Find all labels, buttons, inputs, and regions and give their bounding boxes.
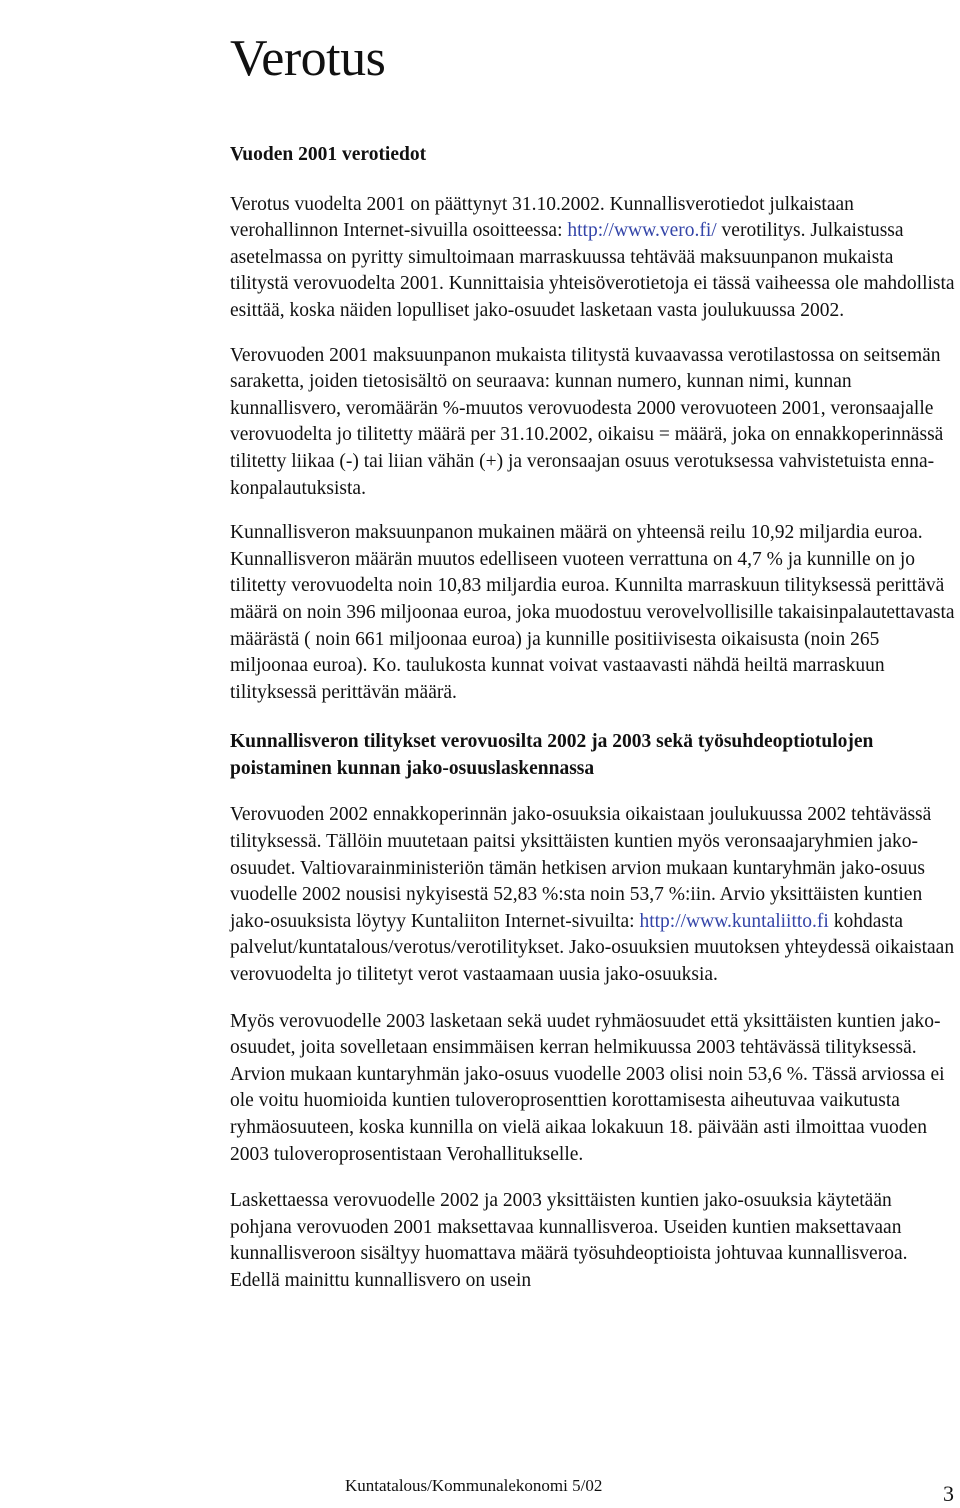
- section-heading-verotiedot: Vuoden 2001 verotiedot: [230, 144, 427, 165]
- section-heading-tilitykset: Kunnallisveron tilitykset verovuosilta 2002 ja 2003 sekä työsuhdeoptiotulojen poistaminen kunnan jako-osuuslaskennassa: [230, 731, 874, 779]
- paragraph-ennakkoperinta-text-a: Verovuoden 2002 ennakkoperinnän jako-osuuksia oikaistaan joulukuussa 2002 tehtävässä tilityksessä. Tällöin muutetaan paitsi yksittäisten kuntien myös veronsaajaryhmien jako-osuudet. Valtiovarainministeriön tämän hetkisen arvion mukaan kuntaryhmän jako-osuus vuodelle 2002 nousisi nykyisestä 52,83 %:sta noin 53,7 %:iin. Arvio yksittäisten kuntien jako-osuuksista löytyy Kuntaliiton Internet-sivuilta:: [230, 804, 932, 932]
- paragraph-intro-text-b: verotilitys. Julkaistussa asetelmassa on pyritty simultoimaan marraskuussa tehtävää maksuunpanon mukaista tilitystä verovuodelta 2001. Kunnittaisia yhteisöverotietoja ei tässä vaiheessa ole mahdollista esittää, koska näiden lopulliset jako-osuudet lasketaan vasta joulukuussa 2002.: [230, 220, 955, 321]
- paragraph-maksuunpano: Kunnallisveron maksuunpanon mukainen määrä on yhteensä reilu 10,92 miljardia euroa. Kunnallisveron määrän muutos edelliseen vuoteen verrattuna on 4,7 % ja kunnille on jo tilitetty verovuodelta noin 10,83 miljardia euroa. Kunnilta marraskuun tilityksessä perittävä määrä on noin 396 miljoonaa euroa, joka muodostuu verovelvollisille takaisinpalautettavasta määrästä ( noin 661 miljoonaa euroa) ja kunnille positiivisesta oikaisusta (noin 265 miljoonaa euroa). Ko. taulukosta kunnat voivat vastaavasti nähdä heiltä marraskuun tilityksessä perittävän määrä.: [230, 522, 955, 703]
- paragraph-intro: [230, 192, 955, 325]
- paragraph-verovuosi-2003: Myös verovuodelle 2003 lasketaan sekä uudet ryhmäosuudet että yksittäisten kuntien jako-osuudet, joita sovelletaan ensimmäisen kerran helmikuussa 2003 tehtävässä tilityksessä. Arvion mukaan kuntaryhmän jako-osuus vuodelle 2003 olisi noin 53,6 %. Tässä arviossa ei ole voitu huomioida kuntien tuloveroprosenttien korottamisesta aiheutuvaa vaikutusta ryhmäosuuteen, koska kunnilla on vielä aikaa lokakuun 18. päivään asti ilmoittaa vuoden 2003 tuloveroprosentistaan Verohallitukselle.: [230, 1010, 945, 1165]
- document-body: [230, 142, 955, 1295]
- vero-link[interactable]: http://www.vero.fi/: [567, 220, 717, 242]
- footer-publication: Kuntatalous/Kommunalekonomi 5/02: [345, 1476, 603, 1495]
- paragraph-tilasto: Verovuoden 2001 maksuunpanon mukaista tilitystä kuvaavassa verotilastossa on seitsemän saraketta, joiden tietosisältö on seuraava: kunnan numero, kunnan nimi, kunnan kunnallisvero, veromäärän %-muutos verovuodesta 2000 verovuoteen 2001, veronsaajalle verovuodelta jo tilitetty määrä per 31.10.2002, oikaisu = määrä, joka on ennakkoperinnässä tilitetty liikaa (-) tai liian vähän (+) ja veronsaajan osuus verotuksessa vahvistetuista ennakonpalautuksista.: [230, 344, 944, 499]
- page-number: 3: [943, 1481, 954, 1506]
- kuntaliitto-link[interactable]: http://www.kuntaliitto.fi: [639, 910, 829, 932]
- paragraph-intro-text-a: Verotus vuodelta 2001 on päättynyt 31.10.2002. Kunnallisverotiedot julkaistaan verohallinnon Internet-sivuilla osoitteessa:: [230, 193, 854, 242]
- paragraph-ennakkoperinta: [230, 802, 955, 988]
- paragraph-laskenta: Laskettaessa verovuodelle 2002 ja 2003 yksittäisten kuntien jako-osuuksia käytetään pohjana verovuoden 2001 maksettavaa kunnallisveroa. Useiden kuntien maksettavaan kunnallisveroon sisältyy huomattava määrä työsuhdeoptioista johtuvaa kunnallisveroa. Edellä mainittu kunnallisvero on usein: [230, 1190, 908, 1291]
- page-title: Verotus: [230, 30, 386, 87]
- paragraph-ennakkoperinta-text-b: kohdasta palvelut/kuntatalous/verotus/verotilitykset. Jako-osuuksien muutoksen yhteydessä oikaistaan verovuodelta jo tilitetyt verot vastaamaan uusia jako-osuuksia.: [230, 910, 955, 986]
